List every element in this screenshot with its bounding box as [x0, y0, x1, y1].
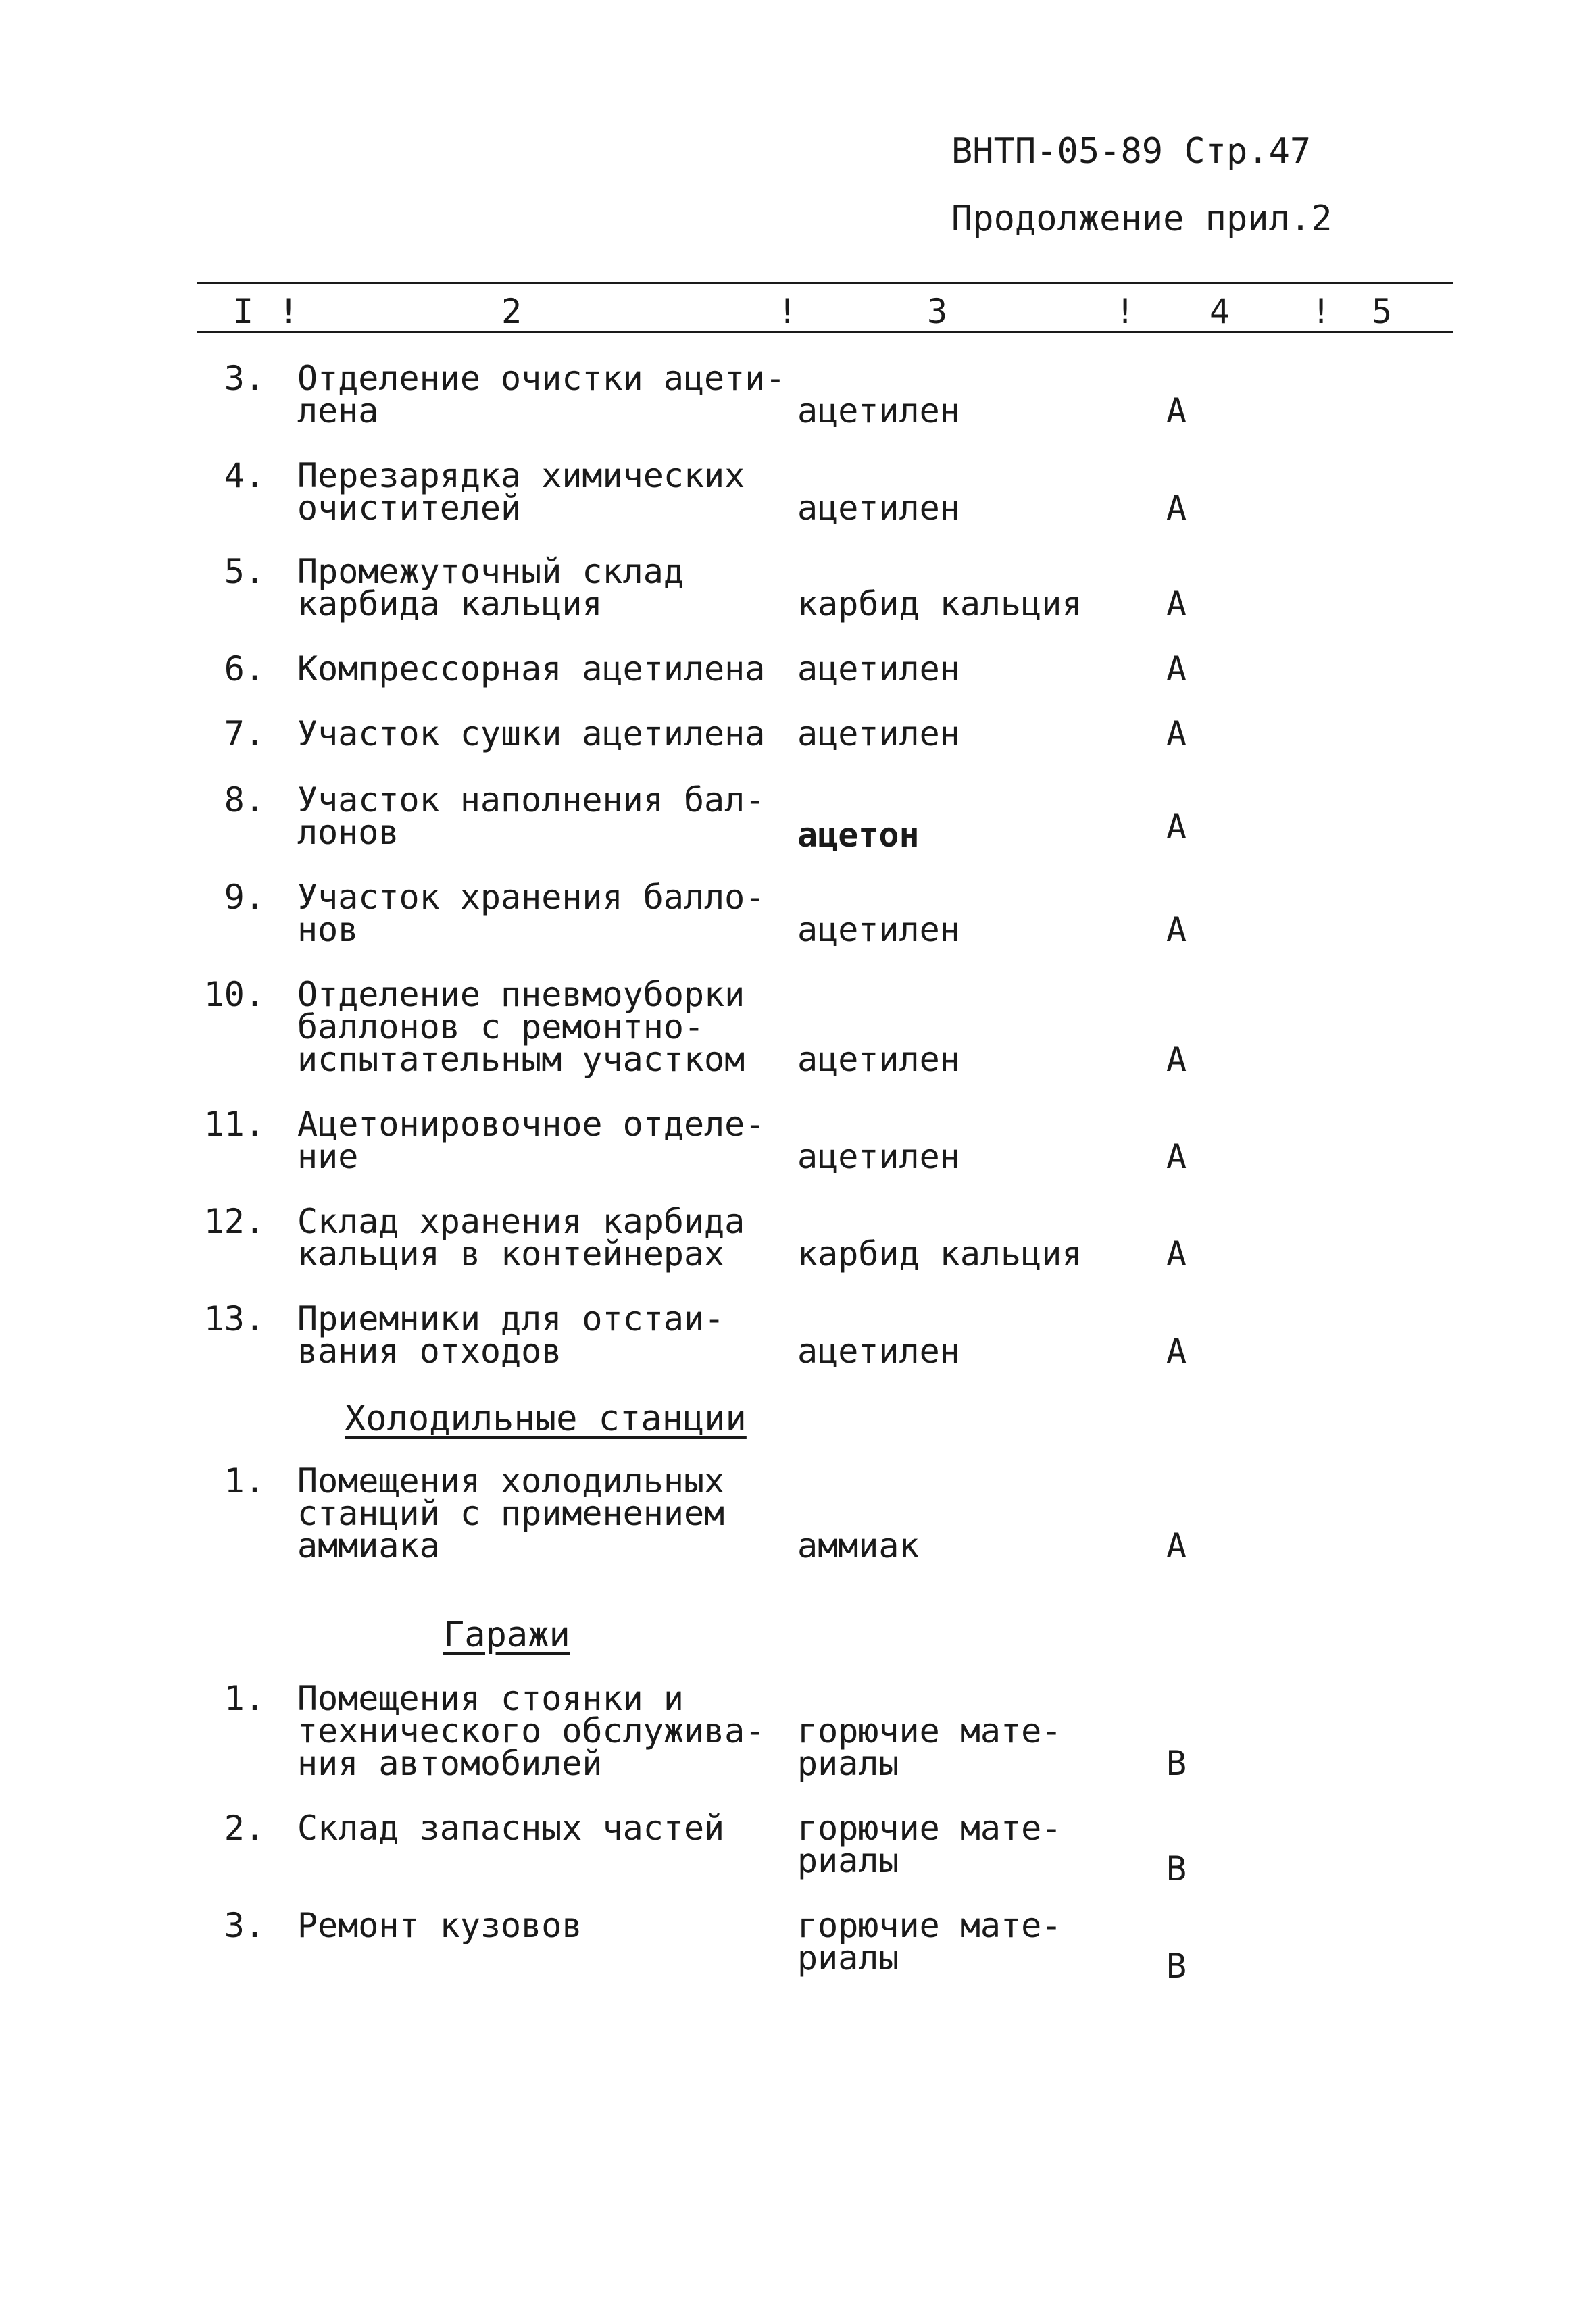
category: А	[1166, 391, 1187, 430]
column-separator: !	[777, 292, 798, 331]
category: А	[1166, 1332, 1187, 1371]
substance: ацетилен	[797, 714, 960, 753]
room-name: Склад хранения карбида кальция в контейнерах	[297, 1202, 745, 1274]
room-name: Промежуточный склад карбида кальция	[297, 552, 684, 624]
category: А	[1166, 910, 1187, 949]
room-name: Отделение очистки ацети- лена	[297, 359, 786, 430]
row-number: 1.	[224, 1461, 265, 1501]
column-header-3: 3	[927, 292, 948, 331]
row-number: 10.	[203, 975, 265, 1014]
column-header-1: I	[233, 292, 254, 331]
section-title-refrigeration: Холодильные станции	[345, 1399, 747, 1439]
continuation-note: Продолжение прил.2	[951, 199, 1332, 239]
category: В	[1166, 1744, 1187, 1783]
category: А	[1166, 584, 1187, 624]
room-name: Ремонт кузовов	[297, 1906, 582, 1945]
substance: ацетилен	[797, 391, 960, 430]
row-number: 11.	[203, 1105, 265, 1144]
section-title-garages: Гаражи	[443, 1615, 570, 1655]
room-name: Помещения стоянки и технического обслужива- ния автомобилей	[297, 1679, 766, 1783]
category: В	[1166, 1946, 1187, 1986]
category: А	[1166, 1040, 1187, 1079]
category: А	[1166, 1137, 1187, 1176]
category: А	[1166, 488, 1187, 528]
room-name: Участок хранения балло- нов	[297, 878, 766, 949]
category: А	[1166, 807, 1187, 847]
column-separator: !	[1311, 292, 1332, 331]
substance: ацетилен	[797, 910, 960, 949]
row-number: 6.	[224, 649, 265, 688]
column-separator: !	[278, 292, 299, 331]
substance: горючие мате- риалы	[797, 1906, 1062, 1978]
room-name: Ацетонировочное отделе- ние	[297, 1105, 766, 1176]
room-name: Участок сушки ацетилена	[297, 714, 766, 753]
room-name: Компрессорная ацетилена	[297, 649, 766, 688]
row-number: 12.	[203, 1202, 265, 1241]
row-number: 8.	[224, 780, 265, 820]
category: А	[1166, 714, 1187, 753]
category: А	[1166, 1526, 1187, 1565]
column-header-2: 2	[501, 292, 522, 331]
substance: горючие мате- риалы	[797, 1711, 1062, 1783]
room-name: Перезарядка химических очистителей	[297, 456, 745, 528]
category: А	[1166, 649, 1187, 688]
substance: ацетилен	[797, 649, 960, 688]
row-number: 9.	[224, 878, 265, 917]
column-header-5: 5	[1372, 292, 1393, 331]
substance: карбид кальция	[797, 1234, 1082, 1274]
room-name: Склад запасных частей	[297, 1809, 725, 1848]
row-number: 13.	[203, 1299, 265, 1338]
table-top-rule	[197, 282, 1453, 284]
room-name: Участок наполнения бал- лонов	[297, 780, 766, 852]
row-number: 5.	[224, 552, 265, 591]
substance: ацетилен	[797, 1137, 960, 1176]
table-header-rule	[197, 331, 1453, 333]
row-number: 4.	[224, 456, 265, 495]
substance: горючие мате- риалы	[797, 1809, 1062, 1880]
substance: ацетилен	[797, 1040, 960, 1079]
category: В	[1166, 1849, 1187, 1888]
column-header-4: 4	[1210, 292, 1230, 331]
row-number: 3.	[224, 1906, 265, 1945]
substance: ацетилен	[797, 488, 960, 528]
row-number: 3.	[224, 359, 265, 398]
substance: карбид кальция	[797, 584, 1082, 624]
category: А	[1166, 1234, 1187, 1274]
room-name: Отделение пневмоуборки баллонов с ремонтно- испытательным участком	[297, 975, 745, 1079]
substance: аммиак	[797, 1526, 920, 1565]
row-number: 7.	[224, 714, 265, 753]
row-number: 1.	[224, 1679, 265, 1718]
substance: ацетон	[797, 815, 920, 855]
room-name: Помещения холодильных станций с применением аммиака	[297, 1461, 725, 1565]
row-number: 2.	[224, 1809, 265, 1848]
document-code: ВНТП-05-89 Стр.47	[951, 131, 1312, 172]
substance: ацетилен	[797, 1332, 960, 1371]
room-name: Приемники для отстаи- вания отходов	[297, 1299, 725, 1371]
column-separator: !	[1115, 292, 1136, 331]
